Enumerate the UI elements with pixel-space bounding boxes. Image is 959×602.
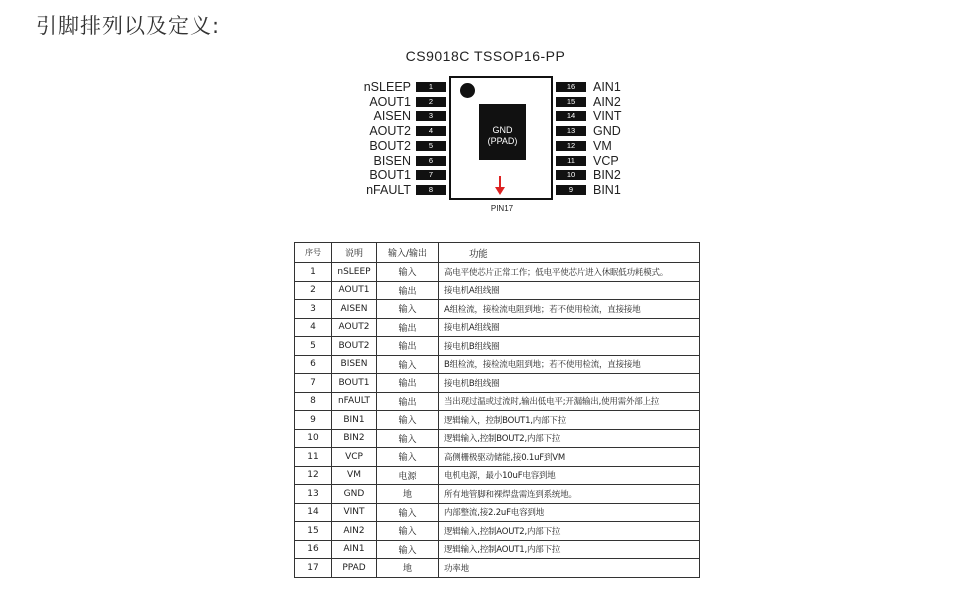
pin-left-2 xyxy=(320,96,446,108)
cell-name: nSLEEP xyxy=(332,263,377,282)
pin-number-box: 7 xyxy=(416,170,446,180)
pin-name-label: BOUT2 xyxy=(369,138,411,153)
cell-number: 7 xyxy=(295,374,332,393)
cell-number: 5 xyxy=(295,337,332,356)
pin-number-box: 2 xyxy=(416,97,446,107)
pad-label-gnd: GND xyxy=(492,125,513,135)
pin-name-label: AOUT2 xyxy=(369,124,411,139)
cell-function: 功率地 xyxy=(439,559,700,578)
table-row xyxy=(295,540,700,559)
pin-name-label: nFAULT xyxy=(366,182,411,197)
cell-function: 高侧栅极驱动储能,接0.1uF到VM xyxy=(439,448,700,467)
cell-name: VCP xyxy=(332,448,377,467)
cell-io: 输出 xyxy=(377,337,439,356)
cell-name: BOUT2 xyxy=(332,337,377,356)
pin-name-label: GND xyxy=(593,124,621,139)
cell-number: 8 xyxy=(295,392,332,411)
cell-name: AOUT2 xyxy=(332,318,377,337)
pin-number-box: 3 xyxy=(416,111,446,121)
header-number: 序号 xyxy=(295,243,332,263)
cell-name: nFAULT xyxy=(332,392,377,411)
table-row xyxy=(295,411,700,430)
table-row xyxy=(295,466,700,485)
cell-io: 输出 xyxy=(377,392,439,411)
pin-name-label: AIN1 xyxy=(593,80,621,94)
pin-number-box: 13 xyxy=(556,126,586,136)
cell-function: 接电机A组线圈 xyxy=(439,281,700,300)
cell-name: AIN1 xyxy=(332,540,377,559)
pin-right-3 xyxy=(556,110,621,122)
pin-number-box: 16 xyxy=(556,82,586,92)
cell-function: 接电机B组线圈 xyxy=(439,374,700,393)
exposed-pad xyxy=(479,104,526,160)
cell-io: 输入 xyxy=(377,503,439,522)
cell-io: 输出 xyxy=(377,374,439,393)
pin-left-7 xyxy=(320,169,446,181)
pin-number-box: 15 xyxy=(556,97,586,107)
table-row xyxy=(295,485,700,504)
cell-name: BISEN xyxy=(332,355,377,374)
pin-name-label: VM xyxy=(593,138,612,153)
cell-function: 接电机A组线圈 xyxy=(439,318,700,337)
pin17-arrow-head xyxy=(495,187,505,195)
cell-name: AIN2 xyxy=(332,522,377,541)
cell-function: 逻辑输入,控制BOUT2,内部下拉 xyxy=(439,429,700,448)
chip-package-body xyxy=(449,76,553,200)
cell-name: PPAD xyxy=(332,559,377,578)
chip-title: CS9018C TSSOP16-PP xyxy=(405,48,566,64)
cell-name: BIN2 xyxy=(332,429,377,448)
cell-number: 9 xyxy=(295,411,332,430)
cell-number: 15 xyxy=(295,522,332,541)
cell-name: AISEN xyxy=(332,300,377,319)
cell-io: 输入 xyxy=(377,263,439,282)
pin-left-8 xyxy=(320,184,446,196)
cell-function: A组检流，接检流电阻到地；若不使用检流，直接接地 xyxy=(439,300,700,319)
pin-name-label: AOUT1 xyxy=(369,94,411,109)
cell-function: 逻辑输入,控制AOUT1,内部下拉 xyxy=(439,540,700,559)
cell-function: 内部整流,接2.2uF电容到地 xyxy=(439,503,700,522)
cell-io: 输入 xyxy=(377,448,439,467)
pin-number-box: 8 xyxy=(416,185,446,195)
pin-right-1 xyxy=(556,81,621,93)
pin-number-box: 11 xyxy=(556,156,586,166)
pin-number-box: 1 xyxy=(416,82,446,92)
pin-right-2 xyxy=(556,96,621,108)
cell-function: 接电机B组线圈 xyxy=(439,337,700,356)
cell-number: 12 xyxy=(295,466,332,485)
pin-left-3 xyxy=(320,110,446,122)
table-row xyxy=(295,318,700,337)
cell-name: BIN1 xyxy=(332,411,377,430)
cell-number: 13 xyxy=(295,485,332,504)
table-row xyxy=(295,429,700,448)
cell-name: BOUT1 xyxy=(332,374,377,393)
cell-io: 输入 xyxy=(377,540,439,559)
pin-name-label: AIN2 xyxy=(593,94,621,109)
pin-right-4 xyxy=(556,125,621,137)
cell-function: 当出现过温或过流时,输出低电平;开漏输出,使用需外部上拉 xyxy=(439,392,700,411)
cell-io: 输入 xyxy=(377,355,439,374)
table-row xyxy=(295,522,700,541)
cell-number: 4 xyxy=(295,318,332,337)
cell-io: 电源 xyxy=(377,466,439,485)
cell-number: 1 xyxy=(295,263,332,282)
table-row xyxy=(295,503,700,522)
pin-name-label: VCP xyxy=(593,153,619,168)
table-row xyxy=(295,355,700,374)
cell-io: 输入 xyxy=(377,411,439,430)
cell-number: 2 xyxy=(295,281,332,300)
pin-number-box: 4 xyxy=(416,126,446,136)
cell-function: B组检流，接检流电阻到地；若不使用检流，直接接地 xyxy=(439,355,700,374)
cell-io: 输入 xyxy=(377,522,439,541)
pin17-label: PIN17 xyxy=(490,204,514,213)
pin-right-6 xyxy=(556,155,619,167)
pin1-marker-dot xyxy=(460,83,475,98)
table-row xyxy=(295,559,700,578)
cell-number: 14 xyxy=(295,503,332,522)
section-heading: 引脚排列以及定义: xyxy=(36,14,221,38)
cell-number: 11 xyxy=(295,448,332,467)
cell-io: 输出 xyxy=(377,281,439,300)
table-row xyxy=(295,300,700,319)
cell-io: 地 xyxy=(377,559,439,578)
table-row xyxy=(295,337,700,356)
cell-number: 3 xyxy=(295,300,332,319)
pin-right-8 xyxy=(556,184,621,196)
table-row xyxy=(295,263,700,282)
cell-name: GND xyxy=(332,485,377,504)
cell-name: VM xyxy=(332,466,377,485)
table-header-row xyxy=(295,243,700,263)
pin-name-label: nSLEEP xyxy=(363,80,411,94)
pin-name-label: VINT xyxy=(593,109,622,124)
cell-io: 地 xyxy=(377,485,439,504)
pin-right-5 xyxy=(556,140,612,152)
pin-left-5 xyxy=(320,140,446,152)
cell-number: 10 xyxy=(295,429,332,448)
header-function: 功能 xyxy=(439,243,700,263)
pin-name-label: BIN2 xyxy=(593,168,621,183)
pin-number-box: 5 xyxy=(416,141,446,151)
pad-label-ppad: (PPAD) xyxy=(487,136,518,146)
cell-number: 16 xyxy=(295,540,332,559)
cell-function: 逻辑输入，控制BOUT1,内部下拉 xyxy=(439,411,700,430)
table-row xyxy=(295,374,700,393)
header-io: 输入/输出 xyxy=(377,243,439,263)
header-name: 说明 xyxy=(332,243,377,263)
pin-number-box: 12 xyxy=(556,141,586,151)
table-row xyxy=(295,392,700,411)
pin-definition-table xyxy=(294,242,700,578)
pin-left-4 xyxy=(320,125,446,137)
pin-left-1 xyxy=(320,81,446,93)
pin-name-label: BOUT1 xyxy=(369,168,411,183)
cell-number: 17 xyxy=(295,559,332,578)
cell-function: 逻辑输入,控制AOUT2,内部下拉 xyxy=(439,522,700,541)
pin-number-box: 6 xyxy=(416,156,446,166)
pin-name-label: AISEN xyxy=(373,109,411,124)
pin-right-7 xyxy=(556,169,621,181)
pin-name-label: BIN1 xyxy=(593,182,621,197)
cell-io: 输入 xyxy=(377,429,439,448)
cell-io: 输入 xyxy=(377,300,439,319)
pin-left-6 xyxy=(320,155,446,167)
table-row xyxy=(295,448,700,467)
cell-function: 所有地管脚和裸焊盘需连到系统地。 xyxy=(439,485,700,504)
cell-io: 输出 xyxy=(377,318,439,337)
cell-function: 高电平使芯片正常工作；低电平使芯片进入休眠低功耗模式。 xyxy=(439,263,700,282)
pin-number-box: 10 xyxy=(556,170,586,180)
pin-name-label: BISEN xyxy=(373,153,411,168)
pin-number-box: 9 xyxy=(556,185,586,195)
cell-name: AOUT1 xyxy=(332,281,377,300)
cell-name: VINT xyxy=(332,503,377,522)
pin-number-box: 14 xyxy=(556,111,586,121)
table-row xyxy=(295,281,700,300)
cell-function: 电机电源，最小10uF电容到地 xyxy=(439,466,700,485)
cell-number: 6 xyxy=(295,355,332,374)
